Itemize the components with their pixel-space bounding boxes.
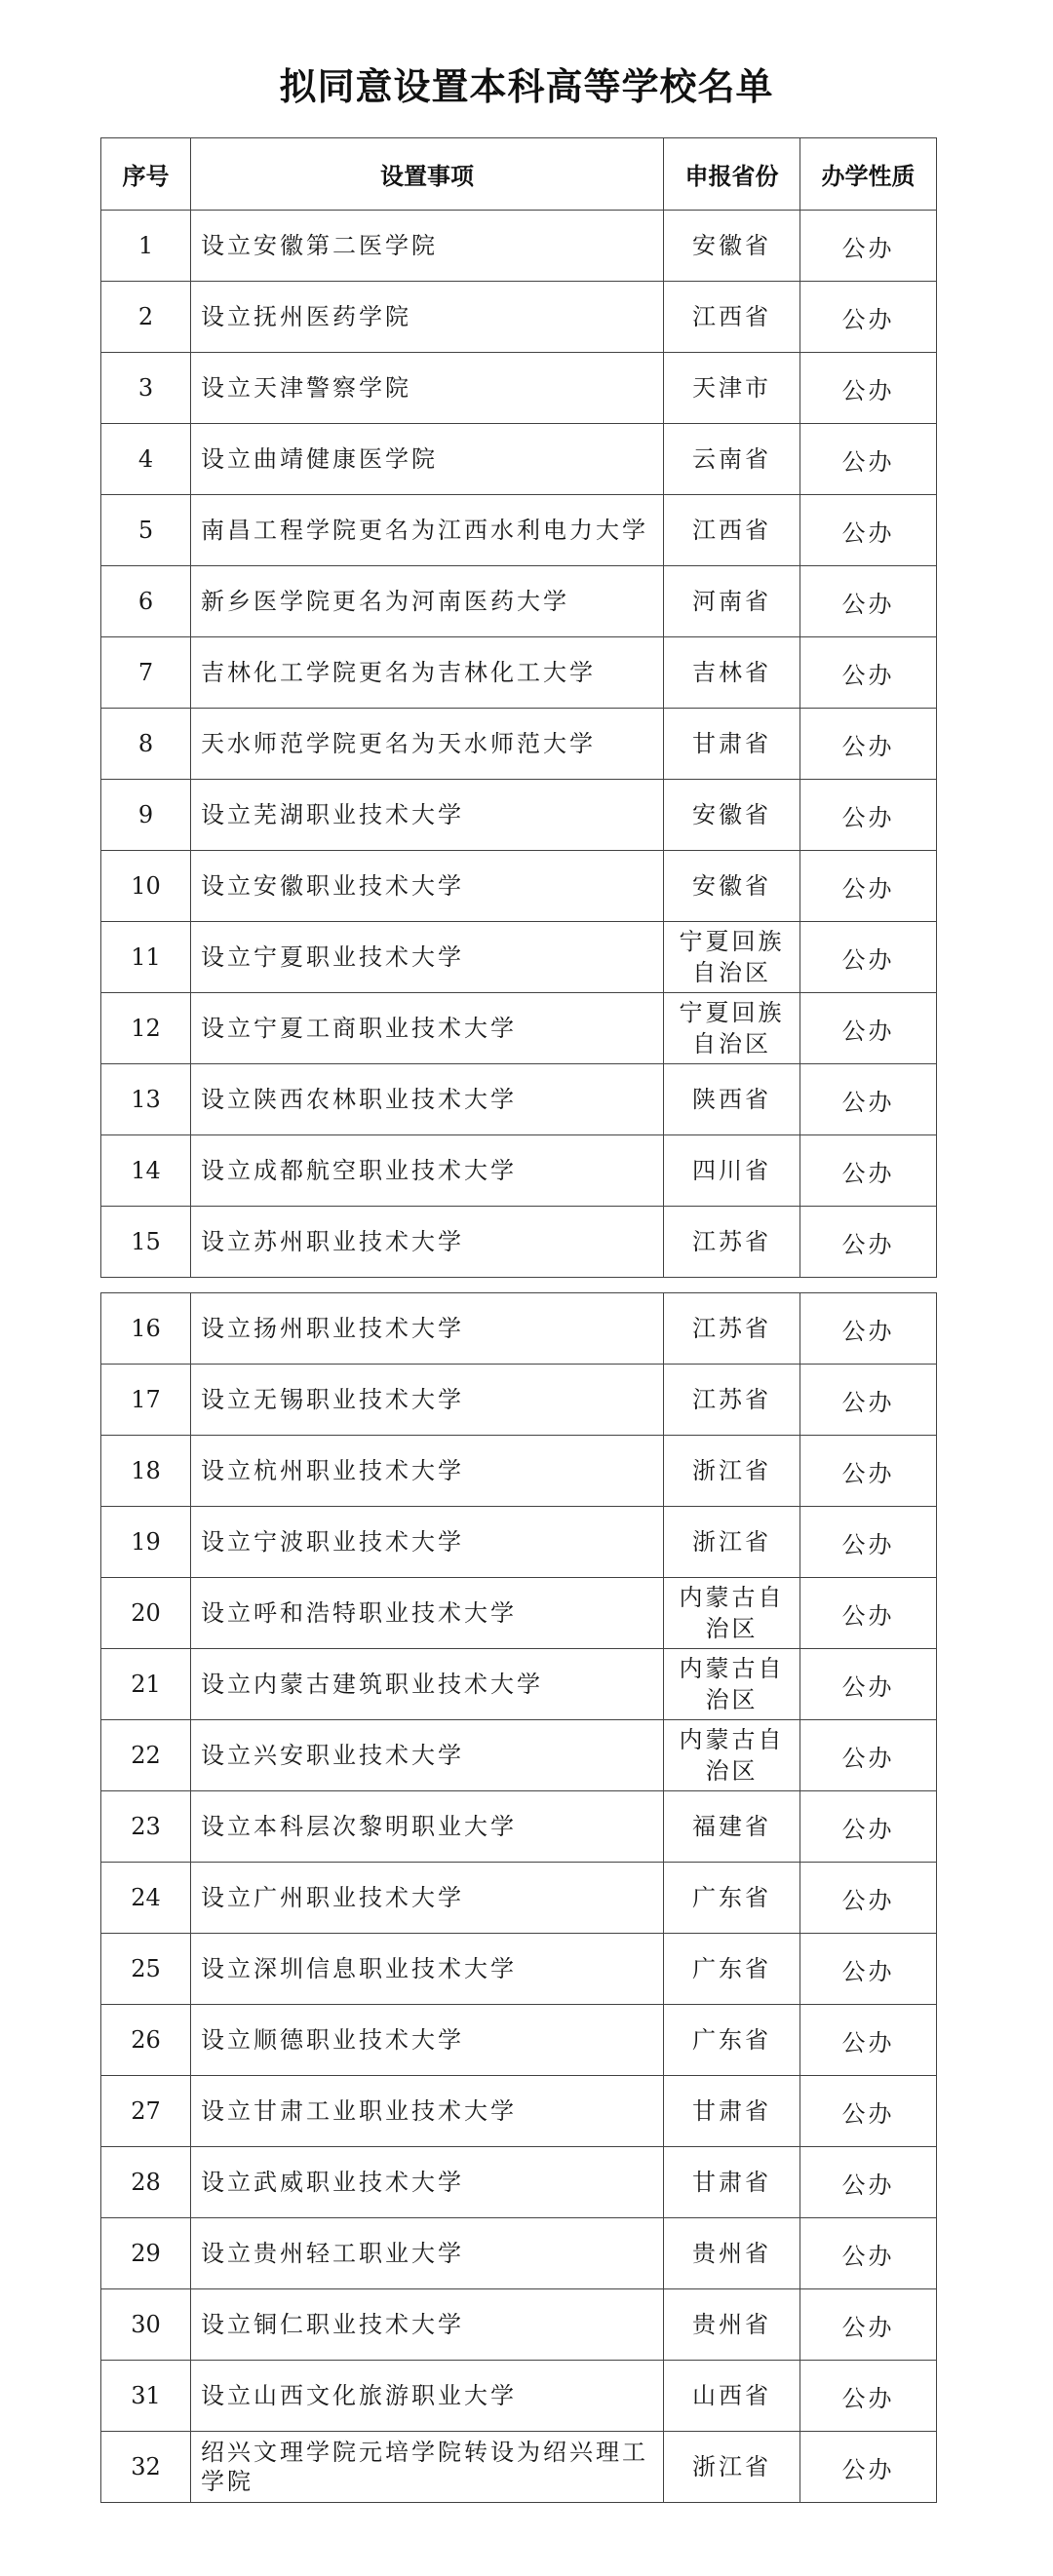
header-item: 设置事项 [191,138,664,211]
seq-cell: 10 [101,851,191,922]
nature-cell: 公办 [800,1293,937,1365]
item-cell: 设立安徽职业技术大学 [191,851,664,922]
seq-cell: 14 [101,1135,191,1207]
table-row [101,993,937,1064]
table-row [101,282,937,353]
province-cell: 广东省 [664,1934,800,2005]
table-row [101,1649,937,1720]
table-row [101,211,937,282]
province-cell: 浙江省 [664,2432,800,2503]
table-row [101,1578,937,1649]
seq-cell: 6 [101,566,191,637]
nature-cell: 公办 [800,2289,937,2361]
table-row [101,1135,937,1207]
seq-cell: 4 [101,424,191,495]
item-cell: 设立安徽第二医学院 [191,211,664,282]
item-cell: 设立兴安职业技术大学 [191,1720,664,1791]
item-cell: 设立内蒙古建筑职业技术大学 [191,1649,664,1720]
table-row [101,2218,937,2289]
seq-cell: 25 [101,1934,191,2005]
item-cell: 设立广州职业技术大学 [191,1863,664,1934]
province-cell: 贵州省 [664,2289,800,2361]
seq-cell: 18 [101,1436,191,1507]
item-cell: 设立芜湖职业技术大学 [191,780,664,851]
seq-cell: 26 [101,2005,191,2076]
province-cell: 宁夏回族自治区 [664,922,800,993]
page-title: 拟同意设置本科高等学校名单 [279,65,774,108]
item-cell: 设立宁波职业技术大学 [191,1507,664,1578]
item-cell: 南昌工程学院更名为江西水利电力大学 [191,495,664,566]
seq-cell: 9 [101,780,191,851]
seq-cell: 11 [101,922,191,993]
seq-cell: 19 [101,1507,191,1578]
item-cell: 设立宁夏职业技术大学 [191,922,664,993]
table-header-row [101,138,937,211]
item-cell: 设立本科层次黎明职业大学 [191,1791,664,1863]
table-row [101,1064,937,1135]
table-row [101,1791,937,1863]
province-cell: 安徽省 [664,851,800,922]
table-row [101,1507,937,1578]
item-cell: 设立贵州轻工职业大学 [191,2218,664,2289]
seq-cell: 16 [101,1293,191,1365]
province-cell: 贵州省 [664,2218,800,2289]
seq-cell: 24 [101,1863,191,1934]
nature-cell: 公办 [800,2076,937,2147]
province-cell: 内蒙古自治区 [664,1649,800,1720]
nature-cell: 公办 [800,1436,937,1507]
school-list-table-part2 [100,1292,937,2503]
seq-cell: 12 [101,993,191,1064]
nature-cell: 公办 [800,211,937,282]
table-row [101,1365,937,1436]
seq-cell: 28 [101,2147,191,2218]
item-cell: 吉林化工学院更名为吉林化工大学 [191,637,664,709]
province-cell: 内蒙古自治区 [664,1720,800,1791]
seq-cell: 8 [101,709,191,780]
table-row [101,1207,937,1278]
province-cell: 安徽省 [664,780,800,851]
province-cell: 河南省 [664,566,800,637]
nature-cell: 公办 [800,1578,937,1649]
item-cell: 设立铜仁职业技术大学 [191,2289,664,2361]
table-row [101,1863,937,1934]
province-cell: 福建省 [664,1791,800,1863]
table-row [101,1934,937,2005]
item-cell: 设立武威职业技术大学 [191,2147,664,2218]
seq-cell: 2 [101,282,191,353]
province-cell: 江西省 [664,282,800,353]
seq-cell: 7 [101,637,191,709]
table-row [101,424,937,495]
nature-cell: 公办 [800,709,937,780]
table-row [101,780,937,851]
province-cell: 甘肃省 [664,2076,800,2147]
seq-cell: 30 [101,2289,191,2361]
table-row [101,1293,937,1365]
table-row [101,353,937,424]
province-cell: 天津市 [664,353,800,424]
item-cell: 新乡医学院更名为河南医药大学 [191,566,664,637]
seq-cell: 3 [101,353,191,424]
school-list-table-part1 [100,137,937,1278]
province-cell: 云南省 [664,424,800,495]
item-cell: 天水师范学院更名为天水师范大学 [191,709,664,780]
table-row [101,1436,937,1507]
header-nature: 办学性质 [800,138,937,211]
nature-cell: 公办 [800,1791,937,1863]
item-cell: 设立宁夏工商职业技术大学 [191,993,664,1064]
seq-cell: 1 [101,211,191,282]
nature-cell: 公办 [800,495,937,566]
item-cell: 设立无锡职业技术大学 [191,1365,664,1436]
nature-cell: 公办 [800,1207,937,1278]
nature-cell: 公办 [800,424,937,495]
table-body-part2 [101,1293,937,2503]
item-cell: 设立曲靖健康医学院 [191,424,664,495]
nature-cell: 公办 [800,1934,937,2005]
header-province: 申报省份 [664,138,800,211]
province-cell: 江苏省 [664,1365,800,1436]
nature-cell: 公办 [800,780,937,851]
nature-cell: 公办 [800,1135,937,1207]
province-cell: 山西省 [664,2361,800,2432]
nature-cell: 公办 [800,2147,937,2218]
province-cell: 陕西省 [664,1064,800,1135]
table-row [101,2361,937,2432]
header-seq: 序号 [101,138,191,211]
nature-cell: 公办 [800,1365,937,1436]
province-cell: 吉林省 [664,637,800,709]
nature-cell: 公办 [800,2218,937,2289]
nature-cell: 公办 [800,922,937,993]
seq-cell: 29 [101,2218,191,2289]
nature-cell: 公办 [800,2432,937,2503]
province-cell: 广东省 [664,2005,800,2076]
province-cell: 内蒙古自治区 [664,1578,800,1649]
seq-cell: 23 [101,1791,191,1863]
province-cell: 江苏省 [664,1207,800,1278]
item-cell: 绍兴文理学院元培学院转设为绍兴理工学院 [191,2432,664,2503]
table-row [101,2432,937,2503]
province-cell: 甘肃省 [664,2147,800,2218]
province-cell: 浙江省 [664,1436,800,1507]
table-row [101,2289,937,2361]
item-cell: 设立抚州医药学院 [191,282,664,353]
nature-cell: 公办 [800,637,937,709]
item-cell: 设立天津警察学院 [191,353,664,424]
table-row [101,2147,937,2218]
province-cell: 甘肃省 [664,709,800,780]
seq-cell: 20 [101,1578,191,1649]
seq-cell: 13 [101,1064,191,1135]
nature-cell: 公办 [800,353,937,424]
seq-cell: 32 [101,2432,191,2503]
province-cell: 宁夏回族自治区 [664,993,800,1064]
province-cell: 浙江省 [664,1507,800,1578]
seq-cell: 17 [101,1365,191,1436]
table-row [101,637,937,709]
nature-cell: 公办 [800,566,937,637]
province-cell: 江苏省 [664,1293,800,1365]
item-cell: 设立深圳信息职业技术大学 [191,1934,664,2005]
province-cell: 安徽省 [664,211,800,282]
seq-cell: 31 [101,2361,191,2432]
nature-cell: 公办 [800,2005,937,2076]
table-row [101,1720,937,1791]
table-row [101,2005,937,2076]
table-row [101,851,937,922]
nature-cell: 公办 [800,1863,937,1934]
province-cell: 广东省 [664,1863,800,1934]
nature-cell: 公办 [800,1064,937,1135]
nature-cell: 公办 [800,1507,937,1578]
item-cell: 设立陕西农林职业技术大学 [191,1064,664,1135]
nature-cell: 公办 [800,282,937,353]
nature-cell: 公办 [800,851,937,922]
item-cell: 设立甘肃工业职业技术大学 [191,2076,664,2147]
seq-cell: 5 [101,495,191,566]
item-cell: 设立苏州职业技术大学 [191,1207,664,1278]
nature-cell: 公办 [800,993,937,1064]
province-cell: 江西省 [664,495,800,566]
table-row [101,2076,937,2147]
seq-cell: 22 [101,1720,191,1791]
table-row [101,709,937,780]
item-cell: 设立杭州职业技术大学 [191,1436,664,1507]
table-row [101,922,937,993]
province-cell: 四川省 [664,1135,800,1207]
item-cell: 设立呼和浩特职业技术大学 [191,1578,664,1649]
table-body-part1 [101,211,937,1278]
item-cell: 设立扬州职业技术大学 [191,1293,664,1365]
item-cell: 设立成都航空职业技术大学 [191,1135,664,1207]
item-cell: 设立山西文化旅游职业大学 [191,2361,664,2432]
table-row [101,566,937,637]
seq-cell: 21 [101,1649,191,1720]
nature-cell: 公办 [800,1720,937,1791]
nature-cell: 公办 [800,2361,937,2432]
table-row [101,495,937,566]
seq-cell: 15 [101,1207,191,1278]
seq-cell: 27 [101,2076,191,2147]
item-cell: 设立顺德职业技术大学 [191,2005,664,2076]
nature-cell: 公办 [800,1649,937,1720]
